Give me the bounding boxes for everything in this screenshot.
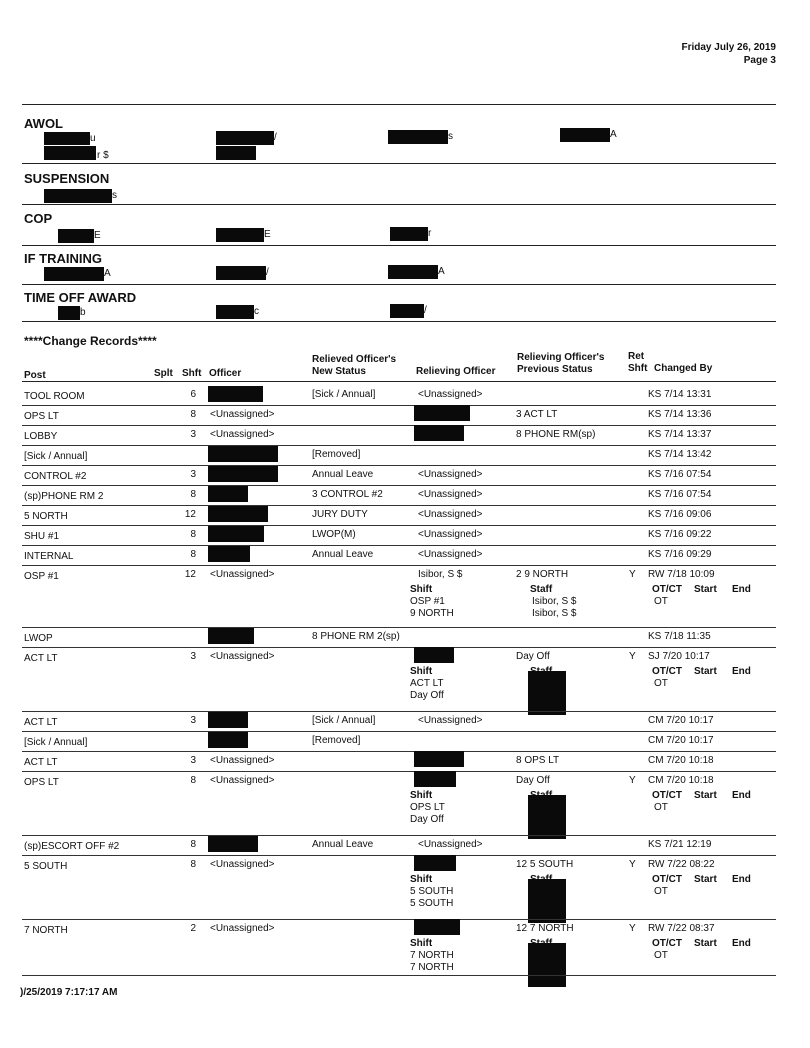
row-relieving-officer: <Unassigned> bbox=[418, 839, 483, 850]
row-new-status: Annual Leave bbox=[312, 839, 374, 850]
col-ret-1: Ret bbox=[628, 351, 645, 362]
redaction bbox=[414, 751, 464, 767]
detail-staff-2: Isibor, S $ bbox=[532, 608, 577, 619]
row-shft: 12 bbox=[184, 509, 196, 520]
col-shft: Shft bbox=[182, 368, 202, 379]
cop-title: COP bbox=[24, 211, 53, 226]
row-previous-status: 2 9 NORTH bbox=[516, 569, 569, 580]
row-new-status: Annual Leave bbox=[312, 469, 374, 480]
row-relieving-officer: <Unassigned> bbox=[418, 509, 483, 520]
redaction bbox=[528, 879, 566, 923]
row-shft: 3 bbox=[190, 755, 196, 766]
row-post: ACT LT bbox=[24, 757, 58, 768]
row-changed-by: KS 7/14 13:42 bbox=[648, 449, 712, 460]
redaction bbox=[390, 227, 428, 241]
row-new-status: LWOP(M) bbox=[312, 529, 356, 540]
redaction bbox=[216, 266, 266, 280]
col-prev-status-1: Relieving Officer's bbox=[517, 352, 605, 363]
awol-fragment: A bbox=[610, 129, 617, 140]
row-divider bbox=[22, 919, 776, 920]
detail-start-label: Start bbox=[694, 584, 717, 595]
row-divider bbox=[22, 545, 776, 546]
divider bbox=[22, 104, 776, 105]
row-divider bbox=[22, 405, 776, 406]
row-divider bbox=[22, 647, 776, 648]
redaction bbox=[414, 919, 460, 935]
col-relieving-officer: Relieving Officer bbox=[416, 366, 496, 377]
awol-fragment: u bbox=[90, 133, 96, 144]
redaction bbox=[44, 189, 112, 203]
redaction bbox=[208, 446, 278, 462]
row-shft: 3 bbox=[190, 651, 196, 662]
table-bottom-rule bbox=[22, 975, 776, 976]
redaction bbox=[208, 732, 248, 748]
col-new-status-2: New Status bbox=[312, 366, 366, 377]
row-divider bbox=[22, 565, 776, 566]
detail-start-label: Start bbox=[694, 666, 717, 677]
row-relieving-officer: <Unassigned> bbox=[418, 389, 483, 400]
row-relieving-officer: Isibor, S $ bbox=[418, 569, 463, 580]
row-post: [Sick / Annual] bbox=[24, 451, 88, 462]
detail-shift-label: Shift bbox=[410, 938, 433, 949]
row-changed-by: RW 7/22 08:37 bbox=[648, 923, 715, 934]
detail-shift-label: Shift bbox=[410, 584, 433, 595]
row-shft: 8 bbox=[190, 775, 196, 786]
redaction bbox=[414, 425, 464, 441]
row-previous-status: 12 7 NORTH bbox=[516, 923, 574, 934]
row-changed-by: SJ 7/20 10:17 bbox=[648, 651, 710, 662]
if-training-fragment: A bbox=[438, 266, 445, 277]
col-prev-status-2: Previous Status bbox=[517, 364, 593, 375]
row-divider bbox=[22, 505, 776, 506]
row-post: INTERNAL bbox=[24, 551, 74, 562]
redaction bbox=[58, 229, 94, 243]
cop-fragment: E bbox=[264, 229, 271, 240]
row-post: LOBBY bbox=[24, 431, 58, 442]
divider bbox=[22, 245, 776, 246]
detail-shift-label: Shift bbox=[410, 790, 433, 801]
change-records-title: ****Change Records**** bbox=[24, 334, 157, 348]
redaction bbox=[208, 386, 263, 402]
detail-shift-label: Shift bbox=[410, 666, 433, 677]
detail-shift-2: 9 NORTH bbox=[410, 608, 454, 619]
row-officer: <Unassigned> bbox=[210, 409, 275, 420]
row-officer: <Unassigned> bbox=[210, 429, 275, 440]
row-previous-status: Day Off bbox=[516, 775, 550, 786]
detail-ot-value: OT bbox=[654, 950, 668, 961]
row-relieving-officer: <Unassigned> bbox=[418, 489, 483, 500]
row-divider bbox=[22, 465, 776, 466]
report-date: Friday July 26, 2019 bbox=[681, 42, 776, 53]
redaction bbox=[44, 146, 96, 160]
redaction bbox=[208, 628, 254, 644]
detail-ot-value: OT bbox=[654, 678, 668, 689]
redaction bbox=[388, 130, 448, 144]
row-divider bbox=[22, 627, 776, 628]
row-post: OPS LT bbox=[24, 777, 59, 788]
detail-otct-label: OT/CT bbox=[652, 938, 682, 949]
detail-end-label: End bbox=[732, 666, 751, 677]
redaction bbox=[216, 305, 254, 319]
row-changed-by: KS 7/16 09:29 bbox=[648, 549, 712, 560]
detail-staff-label: Staff bbox=[530, 584, 553, 595]
row-changed-by: KS 7/16 09:06 bbox=[648, 509, 712, 520]
footer-timestamp: )/25/2019 7:17:17 AM bbox=[20, 987, 118, 998]
detail-otct-label: OT/CT bbox=[652, 666, 682, 677]
time-off-award-fragment: b bbox=[80, 307, 86, 318]
row-new-status: [Sick / Annual] bbox=[312, 389, 376, 400]
col-officer: Officer bbox=[209, 368, 242, 379]
row-shft: 8 bbox=[190, 529, 196, 540]
page-number: Page 3 bbox=[743, 55, 776, 66]
detail-start-label: Start bbox=[694, 790, 717, 801]
row-new-status: JURY DUTY bbox=[312, 509, 368, 520]
row-changed-by: RW 7/18 10:09 bbox=[648, 569, 715, 580]
row-changed-by: CM 7/20 10:17 bbox=[648, 735, 714, 746]
redaction bbox=[44, 132, 90, 145]
detail-shift-1: 7 NORTH bbox=[410, 950, 454, 961]
redaction bbox=[528, 943, 566, 987]
detail-ot-value: OT bbox=[654, 596, 668, 607]
row-changed-by: KS 7/21 12:19 bbox=[648, 839, 712, 850]
divider bbox=[22, 163, 776, 164]
detail-end-label: End bbox=[732, 790, 751, 801]
divider bbox=[22, 204, 776, 205]
redaction bbox=[528, 795, 566, 839]
col-new-status-1: Relieved Officer's bbox=[312, 354, 397, 365]
row-changed-by: KS 7/14 13:36 bbox=[648, 409, 712, 420]
row-shft: 8 bbox=[190, 409, 196, 420]
cop-fragment: r bbox=[428, 228, 432, 239]
awol-fragment: r $ bbox=[97, 150, 109, 161]
row-changed-by: KS 7/14 13:31 bbox=[648, 389, 712, 400]
row-post: 5 SOUTH bbox=[24, 861, 68, 872]
redaction bbox=[414, 405, 470, 421]
redaction bbox=[390, 304, 424, 318]
time-off-award-title: TIME OFF AWARD bbox=[24, 290, 137, 305]
redaction bbox=[528, 671, 566, 715]
redaction bbox=[208, 836, 258, 852]
row-changed-by: KS 7/16 07:54 bbox=[648, 489, 712, 500]
detail-end-label: End bbox=[732, 584, 751, 595]
row-officer: <Unassigned> bbox=[210, 859, 275, 870]
redaction bbox=[216, 131, 274, 145]
row-shft: 8 bbox=[190, 549, 196, 560]
row-ret-shft: Y bbox=[629, 775, 636, 786]
row-ret-shft: Y bbox=[629, 651, 636, 662]
cop-fragment: E bbox=[94, 230, 101, 241]
redaction bbox=[208, 546, 250, 562]
row-divider bbox=[22, 731, 776, 732]
if-training-fragment: / bbox=[266, 267, 269, 278]
redaction bbox=[208, 712, 248, 728]
row-officer: <Unassigned> bbox=[210, 775, 275, 786]
divider bbox=[22, 321, 776, 322]
row-ret-shft: Y bbox=[629, 923, 636, 934]
row-ret-shft: Y bbox=[629, 859, 636, 870]
row-post: OSP #1 bbox=[24, 571, 59, 582]
row-divider bbox=[22, 485, 776, 486]
detail-end-label: End bbox=[732, 938, 751, 949]
redaction bbox=[216, 146, 256, 160]
row-post: OPS LT bbox=[24, 411, 59, 422]
row-shft: 12 bbox=[184, 569, 196, 580]
row-post: LWOP bbox=[24, 633, 53, 644]
redaction bbox=[388, 265, 438, 279]
awol-title: AWOL bbox=[24, 116, 63, 131]
row-previous-status: 12 5 SOUTH bbox=[516, 859, 574, 870]
detail-start-label: Start bbox=[694, 874, 717, 885]
detail-shift-label: Shift bbox=[410, 874, 433, 885]
row-post: 5 NORTH bbox=[24, 511, 68, 522]
divider bbox=[22, 284, 776, 285]
suspension-fragment: s bbox=[112, 190, 117, 201]
row-divider bbox=[22, 751, 776, 752]
row-post: (sp)PHONE RM 2 bbox=[24, 491, 104, 502]
detail-shift-1: OSP #1 bbox=[410, 596, 445, 607]
row-shft: 6 bbox=[190, 389, 196, 400]
row-new-status: [Removed] bbox=[312, 735, 361, 746]
col-ret-2: Shft bbox=[628, 363, 648, 374]
detail-otct-label: OT/CT bbox=[652, 874, 682, 885]
row-relieving-officer: <Unassigned> bbox=[418, 549, 483, 560]
row-relieving-officer: <Unassigned> bbox=[418, 469, 483, 480]
row-divider bbox=[22, 771, 776, 772]
row-changed-by: KS 7/18 11:35 bbox=[648, 631, 711, 642]
row-post: 7 NORTH bbox=[24, 925, 68, 936]
col-splt: Splt bbox=[154, 368, 173, 379]
redaction bbox=[58, 306, 80, 320]
row-relieving-officer: <Unassigned> bbox=[418, 715, 483, 726]
row-post: [Sick / Annual] bbox=[24, 737, 88, 748]
row-shft: 3 bbox=[190, 715, 196, 726]
row-officer: <Unassigned> bbox=[210, 923, 275, 934]
col-post: Post bbox=[24, 370, 46, 381]
row-relieving-officer: <Unassigned> bbox=[418, 529, 483, 540]
row-divider bbox=[22, 445, 776, 446]
detail-shift-2: Day Off bbox=[410, 814, 444, 825]
divider bbox=[22, 381, 776, 382]
row-officer: <Unassigned> bbox=[210, 651, 275, 662]
suspension-title: SUSPENSION bbox=[24, 171, 110, 186]
detail-otct-label: OT/CT bbox=[652, 584, 682, 595]
row-post: (sp)ESCORT OFF #2 bbox=[24, 841, 120, 852]
row-divider bbox=[22, 525, 776, 526]
redaction bbox=[560, 128, 610, 142]
row-shft: 8 bbox=[190, 859, 196, 870]
row-previous-status: 8 OPS LT bbox=[516, 755, 560, 766]
time-off-award-fragment: / bbox=[424, 305, 427, 316]
detail-shift-2: Day Off bbox=[410, 690, 444, 701]
row-new-status: 8 PHONE RM 2(sp) bbox=[312, 631, 400, 642]
detail-staff-1: Isibor, S $ bbox=[532, 596, 577, 607]
row-new-status: 3 CONTROL #2 bbox=[312, 489, 383, 500]
row-previous-status: 8 PHONE RM(sp) bbox=[516, 429, 596, 440]
row-changed-by: RW 7/22 08:22 bbox=[648, 859, 715, 870]
row-ret-shft: Y bbox=[629, 569, 636, 580]
row-shft: 2 bbox=[190, 923, 196, 934]
time-off-award-fragment: c bbox=[254, 306, 259, 317]
redaction bbox=[208, 526, 264, 542]
row-changed-by: KS 7/16 07:54 bbox=[648, 469, 712, 480]
detail-shift-1: ACT LT bbox=[410, 678, 444, 689]
row-post: CONTROL #2 bbox=[24, 471, 87, 482]
redaction bbox=[216, 228, 264, 242]
row-post: TOOL ROOM bbox=[24, 391, 85, 402]
redaction bbox=[414, 855, 456, 871]
row-shft: 3 bbox=[190, 469, 196, 480]
redaction bbox=[44, 267, 104, 281]
row-divider bbox=[22, 711, 776, 712]
row-officer: <Unassigned> bbox=[210, 755, 275, 766]
redaction bbox=[414, 771, 456, 787]
row-shft: 8 bbox=[190, 489, 196, 500]
row-new-status: [Removed] bbox=[312, 449, 361, 460]
row-changed-by: CM 7/20 10:18 bbox=[648, 755, 714, 766]
row-divider bbox=[22, 855, 776, 856]
row-previous-status: Day Off bbox=[516, 651, 550, 662]
redaction bbox=[208, 486, 248, 502]
detail-shift-1: OPS LT bbox=[410, 802, 445, 813]
redaction bbox=[208, 466, 278, 482]
row-new-status: [Sick / Annual] bbox=[312, 715, 376, 726]
row-changed-by: CM 7/20 10:17 bbox=[648, 715, 714, 726]
detail-shift-1: 5 SOUTH bbox=[410, 886, 454, 897]
if-training-title: IF TRAINING bbox=[24, 251, 102, 266]
detail-start-label: Start bbox=[694, 938, 717, 949]
awol-fragment: / bbox=[274, 132, 277, 143]
row-changed-by: KS 7/14 13:37 bbox=[648, 429, 712, 440]
row-previous-status: 3 ACT LT bbox=[516, 409, 558, 420]
row-divider bbox=[22, 835, 776, 836]
row-post: SHU #1 bbox=[24, 531, 60, 542]
redaction bbox=[208, 506, 268, 522]
row-shft: 8 bbox=[190, 839, 196, 850]
row-post: ACT LT bbox=[24, 653, 58, 664]
row-changed-by: KS 7/16 09:22 bbox=[648, 529, 712, 540]
if-training-fragment: A bbox=[104, 268, 111, 279]
detail-end-label: End bbox=[732, 874, 751, 885]
row-officer: <Unassigned> bbox=[210, 569, 275, 580]
awol-fragment: s bbox=[448, 131, 453, 142]
row-divider bbox=[22, 425, 776, 426]
row-shft: 3 bbox=[190, 429, 196, 440]
redaction bbox=[414, 647, 454, 663]
detail-ot-value: OT bbox=[654, 886, 668, 897]
detail-ot-value: OT bbox=[654, 802, 668, 813]
col-changed-by: Changed By bbox=[654, 363, 713, 374]
detail-shift-2: 7 NORTH bbox=[410, 962, 454, 973]
detail-shift-2: 5 SOUTH bbox=[410, 898, 454, 909]
row-post: ACT LT bbox=[24, 717, 58, 728]
row-changed-by: CM 7/20 10:18 bbox=[648, 775, 714, 786]
row-new-status: Annual Leave bbox=[312, 549, 374, 560]
detail-otct-label: OT/CT bbox=[652, 790, 682, 801]
